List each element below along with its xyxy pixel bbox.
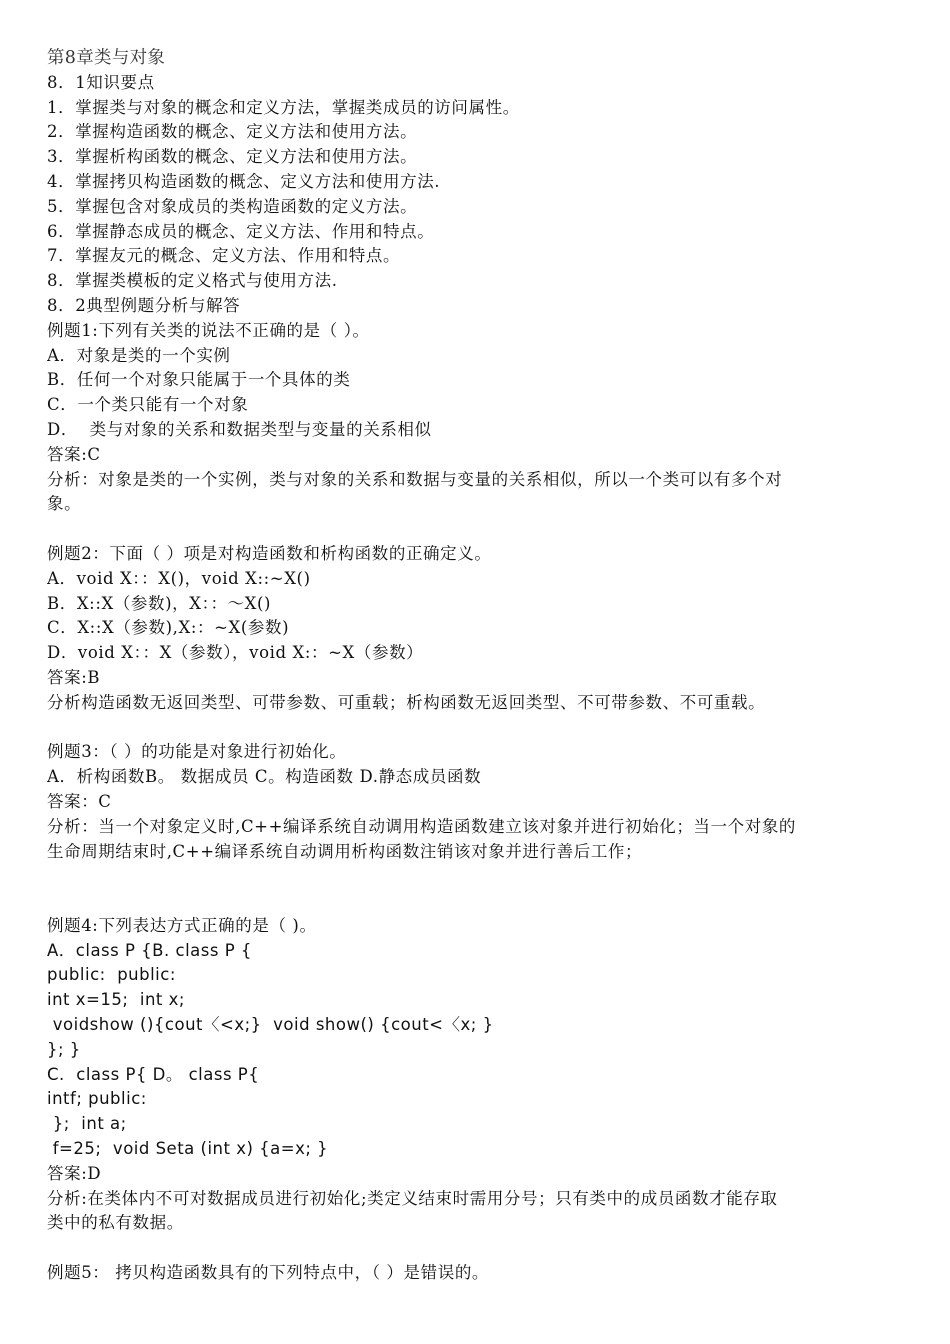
example-2-option: B．X::X（参数)，X：：～X() <box>47 593 272 613</box>
knowledge-point: 8．掌握类模板的定义格式与使用方法. <box>47 271 338 291</box>
example-2-question: 例题2：下面（ ）项是对构造函数和析构函数的正确定义。 <box>47 543 492 563</box>
example-4-code-line: C. class P{ D。 class P{ <box>47 1064 260 1084</box>
example-3-answer: 答案：C <box>47 791 112 811</box>
example-4-code-line: }; } <box>47 1039 81 1059</box>
example-2-option: C．X::X（参数),X:：~X(参数) <box>47 618 290 638</box>
section-heading-8-2: 8．2典型例题分析与解答 <box>47 295 241 315</box>
section-heading-8-1: 8．1知识要点 <box>47 72 155 92</box>
example-4-code-line: voidshow (){cout〈<x;} void show() {cout<〈x; } <box>47 1015 494 1035</box>
example-1-option: A．对象是类的一个实例 <box>47 345 231 365</box>
knowledge-point: 1．掌握类与对象的概念和定义方法，掌握类成员的访问属性。 <box>47 97 520 117</box>
example-4-code-line: intf; public: <box>47 1089 147 1109</box>
example-4-code-line: int x=15; int x; <box>47 990 185 1010</box>
knowledge-point: 3．掌握析构函数的概念、定义方法和使用方法。 <box>47 147 418 167</box>
example-1-answer: 答案:C <box>47 444 101 464</box>
knowledge-point: 6．掌握静态成员的概念、定义方法、作用和特点。 <box>47 221 435 241</box>
example-3-question: 例题3：（ ）的功能是对象进行初始化。 <box>47 742 347 762</box>
example-2-option: A．void X：：X()，void X::~X() <box>47 568 311 588</box>
blank-line <box>47 1236 910 1261</box>
example-3-analysis: 生命周期结束时,C++编译系统自动调用析构函数注销该对象并进行善后工作； <box>47 841 643 861</box>
chapter-title: 第8章类与对象 <box>47 48 166 68</box>
example-1-analysis: 象。 <box>47 494 82 514</box>
knowledge-point: 2．掌握构造函数的概念、定义方法和使用方法。 <box>47 122 418 142</box>
example-2-analysis: 分析构造函数无返回类型、可带参数、可重载；析构函数无返回类型、不可带参数、不可重载。 <box>47 692 766 712</box>
example-3-option: A．析构函数B。 数据成员 C。构造函数 D.静态成员函数 <box>47 767 482 787</box>
example-1-analysis: 分析：对象是类的一个实例，类与对象的关系和数据与变量的关系相似，所以一个类可以有多个对 <box>47 469 783 489</box>
example-4-question: 例题4:下列表达方式正确的是（ )。 <box>47 915 317 935</box>
blank-line <box>47 716 910 741</box>
blank-line <box>47 517 910 542</box>
example-4-code-line: }; int a; <box>47 1114 127 1134</box>
example-1-option: D． 类与对象的关系和数据类型与变量的关系相似 <box>47 419 432 439</box>
example-4-answer: 答案:D <box>47 1163 102 1183</box>
example-4-code-line: A．class P {B. class P { <box>47 940 252 960</box>
example-1-question: 例题1:下列有关类的说法不正确的是（ ）。 <box>47 320 370 340</box>
example-5-question: 例题5： 拷贝构造函数具有的下列特点中，（ ）是错误的。 <box>47 1263 490 1283</box>
knowledge-point: 5．掌握包含对象成员的类构造函数的定义方法。 <box>47 196 418 216</box>
example-3-analysis: 分析：当一个对象定义时,C++编译系统自动调用构造函数建立该对象并进行初始化；当一个对象的 <box>47 816 797 836</box>
knowledge-point: 4．掌握拷贝构造函数的概念、定义方法和使用方法. <box>47 171 441 191</box>
example-1-option: C．一个类只能有一个对象 <box>47 395 249 415</box>
example-4-analysis: 分析:在类体内不可对数据成员进行初始化;类定义结束时需用分号；只有类中的成员函数才能存取 <box>47 1188 778 1208</box>
example-4-code-line: public: public: <box>47 965 176 985</box>
example-2-option: D．void X：：X（参数），void X:：~X（参数） <box>47 643 424 663</box>
blank-line <box>47 889 910 914</box>
example-1-option: B．任何一个对象只能属于一个具体的类 <box>47 370 351 390</box>
example-2-answer: 答案:B <box>47 667 101 687</box>
example-4-analysis: 类中的私有数据。 <box>47 1213 184 1233</box>
knowledge-point: 7．掌握友元的概念、定义方法、作用和特点。 <box>47 246 401 266</box>
example-4-code-line: f=25; void Seta (int x) {a=x; } <box>47 1139 329 1159</box>
blank-line <box>47 864 910 889</box>
